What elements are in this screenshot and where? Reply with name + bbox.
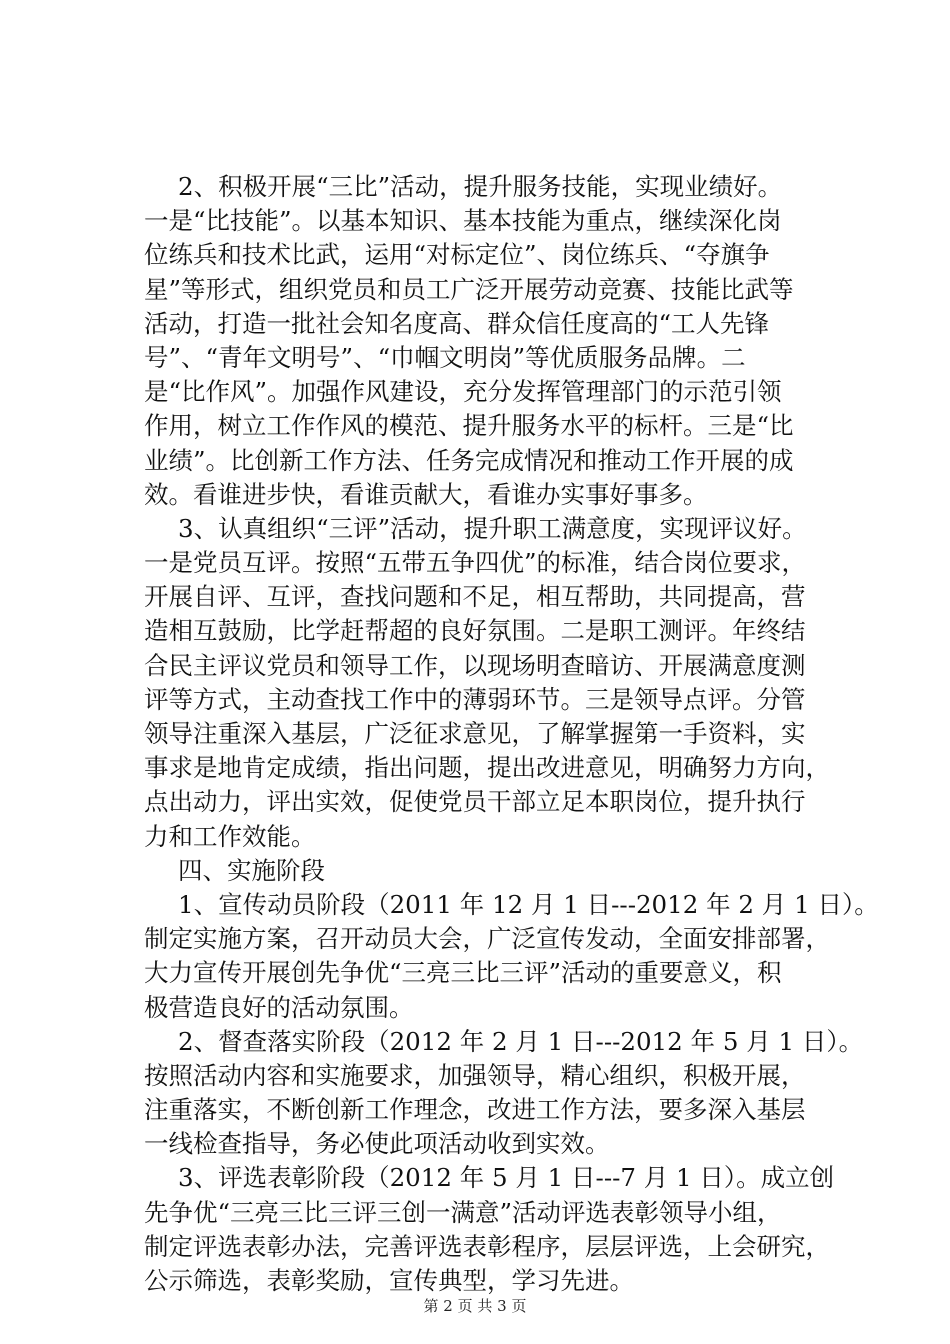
- text-line: 一是“比技能”。以基本知识、基本技能为重点，继续深化岗: [144, 206, 782, 236]
- text-line: 按照活动内容和实施要求，加强领导，精心组织，积极开展，: [144, 1060, 806, 1090]
- text-line: 是“比作风”。加强作风建设，充分发挥管理部门的示范引领: [144, 377, 782, 407]
- text-line: 四、实施阶段: [178, 855, 325, 885]
- text-line: 先争优“三亮三比三评三创一满意”活动评选表彰领导小组，: [144, 1197, 782, 1227]
- text-line: 作用，树立工作作风的模范、提升服务水平的标杆。三是“比: [144, 411, 794, 441]
- text-line: 业绩”。比创新工作方法、任务完成情况和推动工作开展的成: [144, 445, 794, 475]
- text-line: 3、认真组织“三评”活动，提升职工满意度，实现评议好。: [178, 513, 807, 543]
- text-line: 事求是地肯定成绩，指出问题，提出改进意见，明确努力方向，: [144, 753, 830, 783]
- text-line: 制定实施方案，召开动员大会，广泛宣传发动，全面安排部署，: [144, 924, 830, 954]
- text-line: 3、评选表彰阶段（2012 年 5 月 1 日---7 月 1 日）。成立创: [178, 1163, 835, 1193]
- text-line: 1、宣传动员阶段（2011 年 12 月 1 日---2012 年 2 月 1 日）。: [178, 889, 879, 919]
- text-line: 公示筛选，表彰奖励，宣传典型，学习先进。: [144, 1266, 634, 1295]
- text-line: 2、积极开展“三比”活动，提升服务技能，实现业绩好。: [178, 172, 783, 201]
- body-text: [144, 170, 879, 1298]
- text-line: 星”等形式，组织党员和员工广泛开展劳动竞赛、技能比武等: [144, 274, 794, 304]
- text-line: 号”、“青年文明号”、“巾帼文明岗”等优质服务品牌。二: [144, 342, 746, 372]
- page-footer: 第 2 页 共 3 页: [423, 1297, 527, 1315]
- text-line: 2、督查落实阶段（2012 年 2 月 1 日---2012 年 5 月 1 日）。: [178, 1026, 864, 1056]
- text-line: 一线检查指导，务必使此项活动收到实效。: [144, 1129, 610, 1159]
- text-line: 位练兵和技术比武，运用“对标定位”、岗位练兵、“夺旗争: [144, 240, 770, 270]
- text-line: 点出动力，评出实效，促使党员干部立足本职岗位，提升执行: [144, 787, 806, 817]
- text-line: 评等方式，主动查找工作中的薄弱环节。三是领导点评。分管: [144, 684, 806, 714]
- text-line: 制定评选表彰办法，完善评选表彰程序，层层评选，上会研究，: [144, 1231, 830, 1261]
- text-line: 大力宣传开展创先争优“三亮三比三评”活动的重要意义，积: [144, 958, 782, 988]
- text-line: 合民主评议党员和领导工作，以现场明查暗访、开展满意度测: [144, 650, 806, 680]
- text-line: 开展自评、互评，查找问题和不足，相互帮助，共同提高，营: [144, 582, 806, 612]
- text-line: 活动，打造一批社会知名度高、群众信任度高的“工人先锋: [144, 308, 770, 338]
- text-line: 领导注重深入基层，广泛征求意见，了解掌握第一手资料，实: [144, 719, 806, 748]
- text-line: 注重落实，不断创新工作理念，改进工作方法，要多深入基层: [144, 1095, 806, 1125]
- text-line: 极营造良好的活动氛围。: [144, 992, 414, 1022]
- text-line: 造相互鼓励，比学赶帮超的良好氛围。二是职工测评。年终结: [144, 616, 806, 646]
- text-line: 力和工作效能。: [144, 821, 316, 851]
- text-line: 一是党员互评。按照“五带五争四优”的标准，结合岗位要求，: [144, 548, 807, 578]
- text-line: 效。看谁进步快，看谁贡献大，看谁办实事好事多。: [144, 479, 708, 509]
